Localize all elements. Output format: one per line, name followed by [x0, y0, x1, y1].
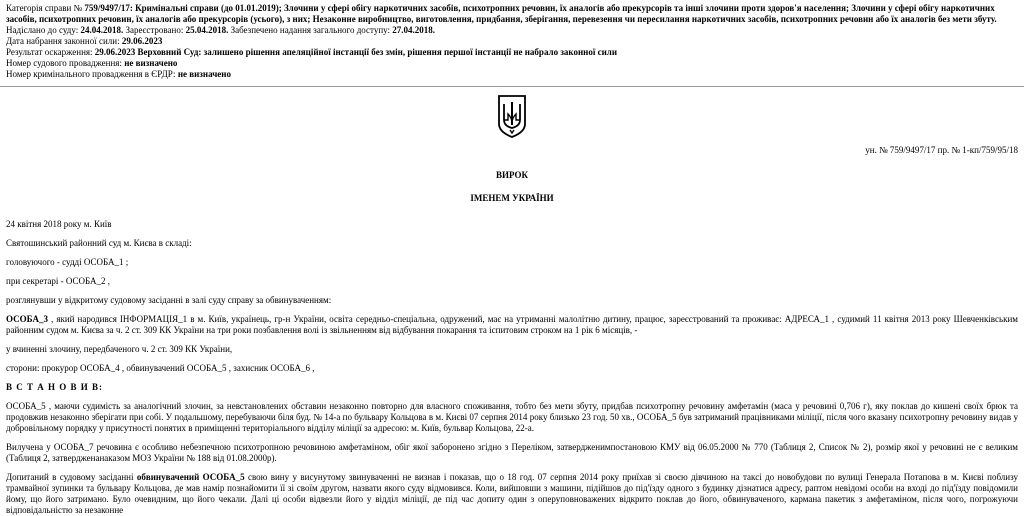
- paragraph-1: ОСОБА_5 , маючи судимість за аналогічний злочин, за невстановлених обставин незаконно повторно для власного споживання, тобто без мети збуту, придбав психотропну речовину амфетамін (маса у речовині 0,706 г), яку поклав до кишені своїх брюк та продовжив незаконно зберігати при собі. У подальшому, перебуваючи біля буд. № 14-а по бульвару Кольцова в м. Києві 07 серпня 2014 року близько 23 год. 50 хв., ОСОБА_5 був затриманий працівниками міліції, після чого вказану психотропну речовину видав у добровільному порядку у присутності понятих в приміщенні територіального відділу міліції за адресою: м. Київ, бульвар Кольцова, 22-а.: [6, 401, 1018, 433]
- defendant-info: [0, 314, 1024, 336]
- appeal-label: Результат оскарження:: [6, 47, 95, 57]
- sent-date: 24.04.2018.: [80, 25, 124, 35]
- category-text: : Кримінальні справи (до 01.01.2019); Злочини у сфері обігу наркотичних засобів, психотропних речовин, їх аналогів або прекурсорів та інші злочини проти здоров'я населення; Злочини у сфері обігу наркотичних засобів, психотропних речовин, їх аналогів або прекурсорів (усього), з них; Незаконне виробництво, виготовлення, придбання, зберігання, перевезення чи пересилання наркотичних засобів, психотропних речовин або їх аналогів без мети збуту.: [6, 3, 997, 24]
- case-dates: [6, 25, 1018, 36]
- separator: [0, 86, 1024, 87]
- case-number: 759/9497/17: [84, 3, 130, 13]
- case-category: [6, 3, 1018, 25]
- case-reference: ун. № 759/9497/17 пр. № 1-кп/759/95/18: [865, 145, 1018, 155]
- trident-icon: [497, 94, 527, 138]
- legal-force-date: 29.06.2023: [121, 36, 163, 46]
- court-proc-label: Номер судового провадження:: [6, 58, 125, 68]
- paragraph-2: Вилучена у ОСОБА_7 речовина є особливо небезпечною психотропною речовиною амфетаміном, обіг якої заборонено згідно з Переліком, затвердженимпостановою КМУ від 06.05.2000 № 770 (Таблиця 2, Список № 2), розмір якої у речовині не є великим (Таблиця 2, затвердженанаказом МОЗ України № 188 від 01.08.2000р).: [6, 442, 1018, 463]
- para3-start: Допитаний в судовому засіданні: [6, 472, 137, 482]
- court-proceeding: [6, 58, 1018, 69]
- legal-force: [6, 36, 1018, 47]
- verdict-title: ВИРОК: [496, 170, 528, 180]
- date-place: 24 квітня 2018 року м. Київ: [6, 219, 112, 229]
- defendant-text: , який народився ІНФОРМАЦІЯ_1 в м. Київ, українець, гр-н України, освіта середньо-спеціальна, одружений, має на утриманні малолітню дитину, працює, зареєстрований та проживає: АДРЕСА_1 , судимий 11 квітня 2013 року Шевченківським районним судом м. Києва за ч. 2 ст. 309 КК України на три роки позбавлення волі із звільненням від відбування покарання та іспитовим строком на 1 рік 6 місяців, -: [6, 314, 1018, 335]
- registered-date: 25.04.2018.: [185, 25, 229, 35]
- established-header: В С Т А Н О В И В:: [6, 382, 104, 392]
- access-date: 27.04.2018.: [392, 25, 436, 35]
- case-metadata: [0, 0, 1024, 80]
- category-label: Категорія справи №: [6, 3, 85, 13]
- verdict-subtitle: ІМЕНЕМ УКРАЇНИ: [470, 193, 554, 203]
- para3-rest: свою вину у висунутому звинуваченні не визнав і показав, що о 18 год. 07 серпня 2014 року приїхав зі своєю дівчиною на таксі до новобудови по вулиці Генерала Потапова в м. Києві поблизу трамвайної зупинки та бульвару Кольцова, де мав намір познайомити її зі своїм другом, назвати якого суду відмовився. Коли, вийшовши з машини, підійшов до під'їзду одного з будинку дізнатися адресу, раптом невідомі особи на вході до під'їзду повідомили йому, що його затримано. Було очевидним, що його чекали. Далі ці особи відвезли його у відділ міліції, де під час допиту один з оперуповноважених відкрито поклав до його, обвинуваченого, кармана пакетик з амфетаміном, після чого, погрожуючи відповідальністю за незаконне: [6, 472, 1018, 515]
- charge: у вчиненні злочину, передбаченого ч. 2 ст. 309 КК України,: [6, 344, 233, 354]
- paragraph-3: [0, 472, 1024, 516]
- coat-of-arms-icon: [0, 94, 1024, 140]
- access-label: Забезпечено надання загального доступу:: [228, 25, 393, 35]
- court-composition: Святошинський районний суд м. Києва в складі:: [6, 238, 192, 248]
- appeal-result: [6, 47, 1018, 58]
- erdr-value: не визначено: [177, 69, 231, 79]
- sent-label: Надіслано до суду:: [6, 25, 81, 35]
- legal-force-label: Дата набрання законної сили:: [6, 36, 122, 46]
- court-proc-value: не визначено: [124, 58, 178, 68]
- consideration: розглянувши у відкритому судовому засіданні в залі суду справу за обвинуваченням:: [6, 295, 332, 305]
- secretary: при секретарі - ОСОБА_2 ,: [6, 276, 111, 286]
- erdr-proceeding: [6, 69, 1018, 80]
- appeal-value: 29.06.2023 Верховний Суд: залишено рішення апеляційної інстанції без змін, рішення першої інстанції не набрало законної сили: [94, 47, 618, 57]
- presiding-judge: головуючого - судді ОСОБА_1 ;: [6, 257, 129, 267]
- erdr-label: Номер кримінального провадження в ЄРДР:: [6, 69, 178, 79]
- defendant-name: ОСОБА_3: [6, 314, 48, 324]
- parties: сторони: прокурор ОСОБА_4 , обвинувачений ОСОБА_5 , захисник ОСОБА_6 ,: [6, 363, 315, 373]
- para3-bold: обвинувачений ОСОБА_5: [136, 472, 245, 482]
- registered-label: Зареєстровано:: [123, 25, 186, 35]
